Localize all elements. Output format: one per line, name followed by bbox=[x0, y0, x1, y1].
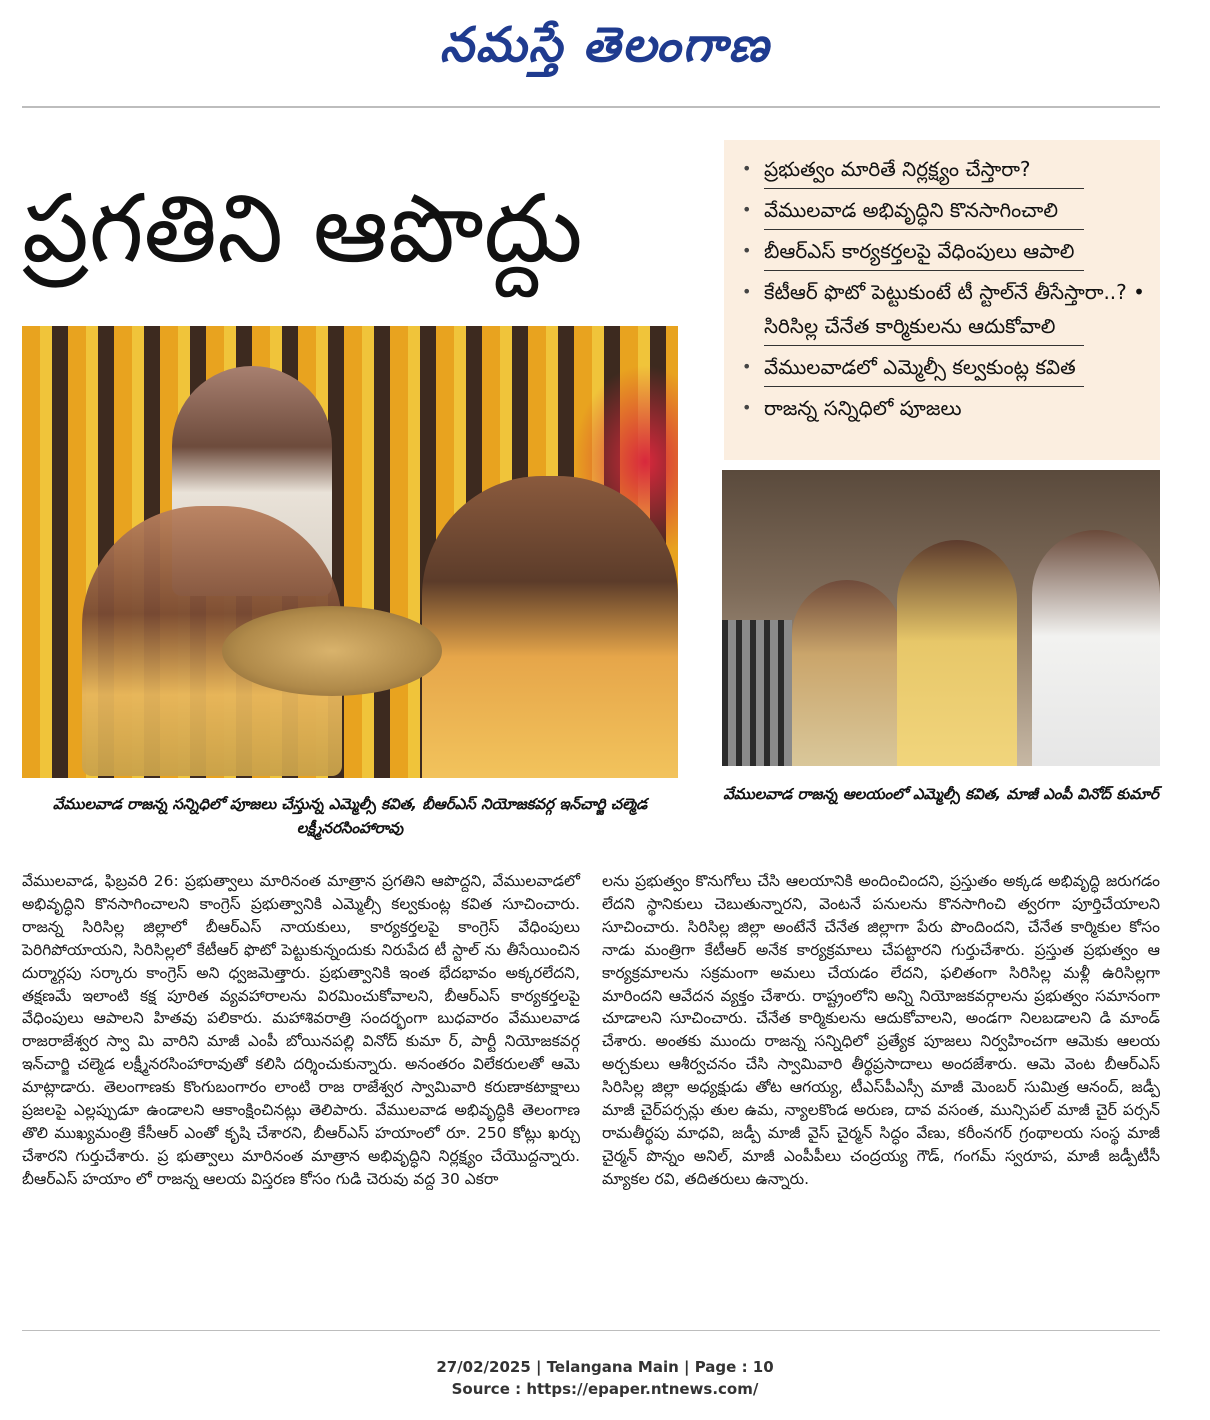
bullet-icon: • bbox=[1133, 280, 1145, 304]
page-footer bbox=[0, 1356, 1210, 1400]
article-body-left: వేములవాడ, ఫిబ్రవరి 26: ప్రభుత్వాలు మారినంత మాత్రాన ప్రగతిని ఆపొద్దని, వేములవాడలో అభివృద్ధిని కొనసాగించాలని కాంగ్రెస్ ప్రభుత్వానికి ఎమ్మెల్సీ కల్వకుంట్ల కవిత సూచించారు. రాజన్న సిరిసిల్ల జిల్లాలో బీఆర్ఎస్ నాయకులు, కార్యకర్తలపై కాంగ్రెస్ వేధింపులు పెరిగిపోయాయని, సిరిసిల్లలో కేటీఆర్ ఫొటో పెట్టుకున్నందుకు నిరుపేద టీ స్టాల్ ను తీసేయించిన దుర్మార్గపు సర్కారు కాంగ్రెస్ అని ధ్వజమెత్తారు. ప్రభుత్వానికి ఇంత భేదభావం అక్కరలేదని, తక్షణమే ఇలాంటి కక్ష పూరిత వ్యవహారాలను విరమించుకోవాలని, బీఆర్ఎస్ కార్యకర్తలపై వేధింపులు ఆపాలని హితవు పలికారు. మహాశివరాత్రి సందర్భంగా బుధవారం వేములవాడ రాజరాజేశ్వర స్వా మి వారిని మాజీ ఎంపీ బోయినపల్లి వినోద్ కుమా ర్, పార్టీ నియోజకవర్గ ఇన్‌చార్జి చల్మెడ లక్ష్మీనరసింహారావుతో కలిసి దర్శించుకున్నారు. అనంతరం విలేకరులతో ఆమె మాట్లాడారు. తెలంగాణకు కొంగుబంగారం లాంటి రాజ రాజేశ్వర స్వామివారి కరుణాకటాక్షాలు ప్రజలపై ఎల్లప్పుడూ ఉండాలని ఆకాంక్షించినట్లు తెలిపారు. వేములవాడ అభివృద్ధికి తెలంగాణ తొలి ముఖ్యమంత్రి కేసీఆర్ ఎంతో కృషి చేశారని, బీఆర్ఎస్ హయాంలో రూ. 250 కోట్లు ఖర్చు చేశారని గుర్తుచేశారు. ప్ర భుత్వాలు మారినంత మాత్రాన అభివృద్ధిని నిర్లక్ష్యం చేయొద్దన్నారు. బీఆర్ఎస్ హయాం లో రాజన్న ఆలయ విస్తరణ కోసం గుడి చెరువు వద్ద 30 ఎకరా bbox=[22, 872, 580, 1188]
masthead bbox=[0, 10, 1210, 80]
footer-date-line: 27/02/2025 | Telangana Main | Page : 10 bbox=[436, 1358, 774, 1376]
bullet-icon: • bbox=[742, 282, 752, 301]
main-photo-caption: వేములవాడ రాజన్న సన్నిధిలో పూజలు చేస్తున్న ఎమ్మెల్సీ కవిత, బీఆర్ఎస్ నియోజకవర్గ ఇన్‌చార్జి చల్మెడ లక్ష్మీనరసింహారావు bbox=[52, 795, 648, 837]
footer-source-link[interactable]: Source : https://epaper.ntnews.com/ bbox=[451, 1380, 759, 1398]
highlight-divider bbox=[764, 188, 1084, 189]
side-photo-caption: వేములవాడ రాజన్న ఆలయంలో ఎమ్మెల్సీ కవిత, మాజీ ఎంపీ వినోద్ కుమార్ bbox=[723, 785, 1159, 803]
bullet-icon: • bbox=[742, 241, 752, 260]
highlights-box bbox=[724, 140, 1160, 460]
highlight-item: • రాజన్న సన్నిధిలో పూజలు bbox=[742, 391, 1150, 425]
bullet-icon: • bbox=[742, 159, 752, 178]
highlight-item: • కేటీఆర్ ఫొటో పెట్టుకుంటే టీ స్టాల్‌నే తీసేస్తారా..? • సిరిసిల్ల చేనేత కార్మికులను ఆదుకోవాలి bbox=[742, 275, 1150, 343]
highlight-divider bbox=[764, 270, 1084, 271]
bullet-icon: • bbox=[742, 200, 752, 219]
photo-plate bbox=[222, 606, 442, 696]
highlight-divider bbox=[764, 386, 1084, 387]
masthead-title: నమస్తే తెలంగాణ bbox=[439, 17, 771, 73]
bullet-icon: • bbox=[742, 398, 752, 417]
article-headline bbox=[22, 140, 702, 320]
photo-figure bbox=[422, 476, 678, 778]
highlight-item: • ప్రభుత్వం మారితే నిర్లక్ష్యం చేస్తారా? bbox=[742, 152, 1150, 186]
side-photo bbox=[722, 470, 1160, 766]
photo-figure bbox=[1032, 530, 1160, 766]
bullet-icon: • bbox=[742, 357, 752, 376]
photo-figure bbox=[897, 540, 1017, 766]
bottom-divider bbox=[22, 1330, 1160, 1331]
photo-gate bbox=[722, 620, 792, 766]
highlight-divider bbox=[764, 345, 1084, 346]
highlight-item: • వేములవాడ అభివృద్ధిని కొనసాగించాలి bbox=[742, 193, 1150, 227]
photo-figure bbox=[792, 580, 902, 766]
main-photo bbox=[22, 326, 678, 778]
headline-text: ప్రగతిని ఆపొద్దు bbox=[22, 175, 583, 284]
top-divider bbox=[22, 106, 1160, 108]
highlight-item: • బీఆర్ఎస్ కార్యకర్తలపై వేధింపులు ఆపాలి bbox=[742, 234, 1150, 268]
article-body-right: లను ప్రభుత్వం కొనుగోలు చేసి ఆలయానికి అందించిందని, ప్రస్తుతం అక్కడ అభివృద్ధి జరుగడం లేదని స్థానికులు చెబుతున్నారని, వెంటనే పనులను కొనసాగించి త్వరగా పూర్తిచేయాలని సూచించారు. సిరిసిల్ల జిల్లా అంటేనే చేనేత జిల్లాగా పేరు పొందిందని, చేనేత కార్మికుల కోసం నాడు మంత్రిగా కేటీఆర్ అనేక కార్యక్రమాలు చేపట్టారని గుర్తుచేశారు. ప్రస్తుత ప్రభుత్వం ఆ కార్యక్రమాలను సక్రమంగా అమలు చేయడం లేదని, ఫలితంగా సిరిసిల్ల మళ్లీ ఉరిసిల్లగా మారిందని ఆవేదన వ్యక్తం చేశారు. రాష్ట్రంలోని అన్ని నియోజకవర్గాలను ప్రభుత్వం సమానంగా చూడాలని సూచించారు. చేనేత కార్మికులను ఆదుకోవాలని, అండగా నిలబడాలని డి మాండ్ చేశారు. అంతకు ముందు రాజన్న సన్నిధిలో ప్రత్యేక పూజలు నిర్వహించగా ఆమెకు ఆలయ అర్చకులు ఆశీర్వచనం చేసి స్వామివారి తీర్థప్రసాదాలు అందజేశారు. ఆమె వెంట బీఆర్ఎస్ సిరిసిల్ల జిల్లా అధ్యక్షుడు తోట ఆగయ్య, టీఎస్‌పీఎస్సీ మాజీ మెంబర్ సుమిత్ర ఆనంద్, జడ్పీ మాజీ చైర్‌పర్సన్లు తుల ఉమ, న్యాలకొండ అరుణ, దావ వసంత, మున్సిపల్ మాజీ చైర్ పర్సన్ రామతీర్థపు మాధవి, జడ్పీ మాజీ వైస్ చైర్మన్ సిద్ధం వేణు, కరీంనగర్ గ్రంథాలయ సంస్థ మాజీ చైర్మన్ పొన్నం అనిల్, మాజీ ఎంపీపీలు చంద్రయ్య గౌడ్, గంగమ్ స్వరూప, మాజీ జడ్పీటీసీ మ్యాకల రవి, తదితరులు ఉన్నారు. bbox=[602, 872, 1160, 1188]
highlight-divider bbox=[764, 229, 1084, 230]
highlight-item: • వేములవాడలో ఎమ్మెల్సీ కల్వకుంట్ల కవిత bbox=[742, 350, 1150, 384]
